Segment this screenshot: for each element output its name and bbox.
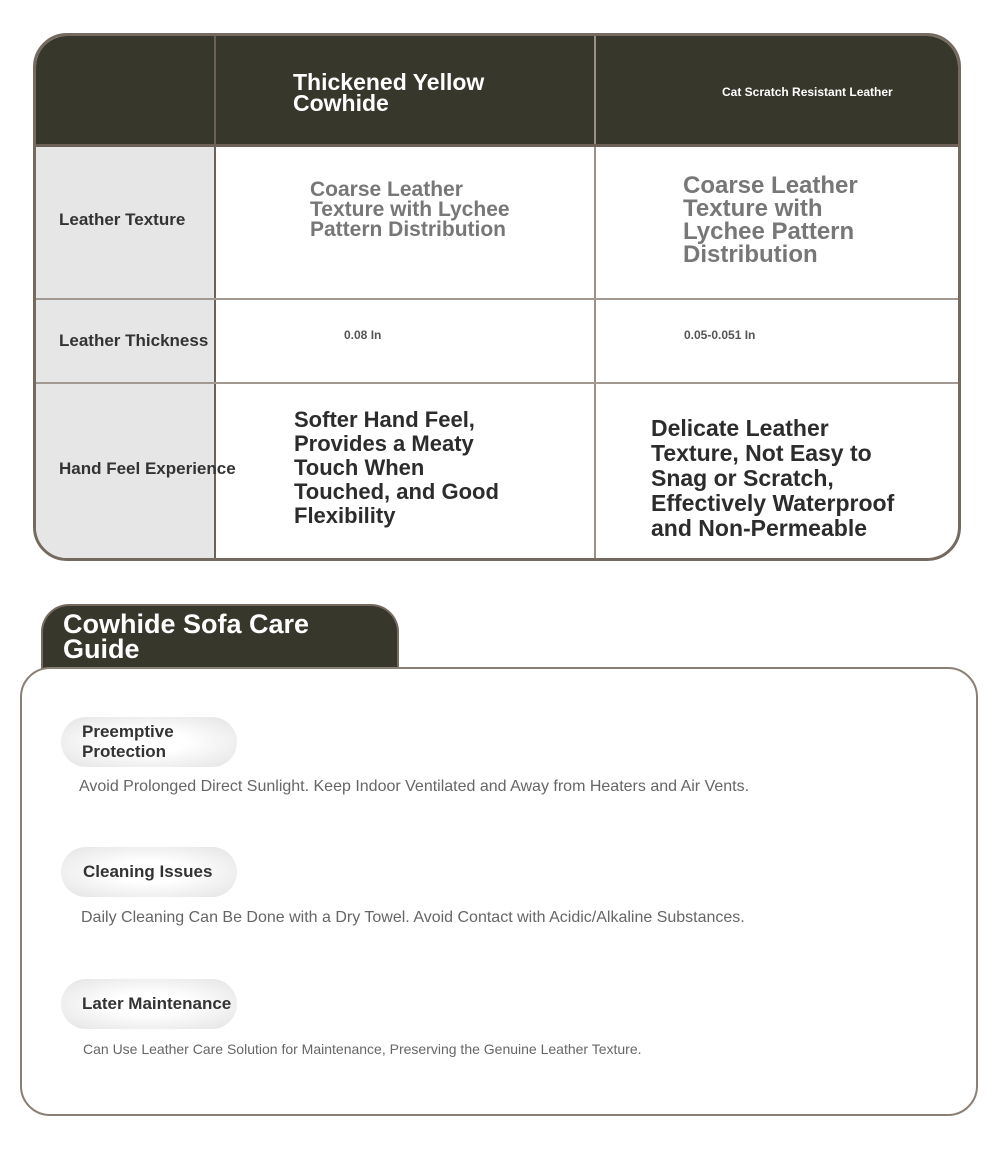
column-divider bbox=[594, 36, 596, 558]
comparison-table bbox=[33, 33, 961, 561]
hand-feel-value-cat-scratch: Delicate Leather Texture, Not Easy to Snag or Scratch, Effectively Waterproof and Non-Permeable bbox=[651, 415, 895, 541]
care-description: Avoid Prolonged Direct Sunlight. Keep Indoor Ventilated and Away from Heaters and Air Vents. bbox=[79, 778, 750, 795]
care-heading-pill: Cleaning Issues bbox=[61, 847, 237, 897]
care-guide-tab bbox=[41, 604, 399, 670]
column-header-yellow-cowhide: Thickened Yellow Cowhide bbox=[293, 69, 485, 116]
care-guide-panel bbox=[20, 667, 978, 1116]
row-label-texture: Leather Texture bbox=[59, 210, 186, 229]
thickness-value-cat-scratch: 0.05-0.051 In bbox=[684, 328, 756, 342]
column-divider bbox=[214, 36, 216, 558]
care-heading-pill: Later Maintenance bbox=[61, 979, 237, 1029]
care-guide-title: Cowhide Sofa Care Guide bbox=[63, 609, 310, 664]
care-description: Can Use Leather Care Solution for Maintenance, Preserving the Genuine Leather Texture. bbox=[83, 1041, 642, 1057]
care-heading-pill: Preemptive Protection bbox=[61, 717, 237, 767]
texture-value-cat-scratch: Coarse Leather Texture with Lychee Pattern Distribution bbox=[683, 172, 858, 268]
row-divider bbox=[36, 298, 958, 300]
thickness-value-yellow: 0.08 In bbox=[344, 328, 382, 342]
texture-value-yellow: Coarse Leather Texture with Lychee Pattern Distribution bbox=[310, 178, 510, 241]
hand-feel-value-yellow: Softer Hand Feel, Provides a Meaty Touch When Touched, and Good Flexibility bbox=[294, 407, 499, 528]
row-divider bbox=[36, 144, 958, 147]
care-description: Daily Cleaning Can Be Done with a Dry Towel. Avoid Contact with Acidic/Alkaline Substances. bbox=[81, 909, 745, 926]
row-divider bbox=[36, 382, 958, 384]
column-header-cat-scratch-leather: Cat Scratch Resistant Leather bbox=[722, 85, 893, 99]
row-label-thickness: Leather Thickness bbox=[59, 331, 209, 350]
row-label-hand-feel: Hand Feel Experience bbox=[59, 459, 236, 478]
label-column bbox=[36, 147, 214, 558]
